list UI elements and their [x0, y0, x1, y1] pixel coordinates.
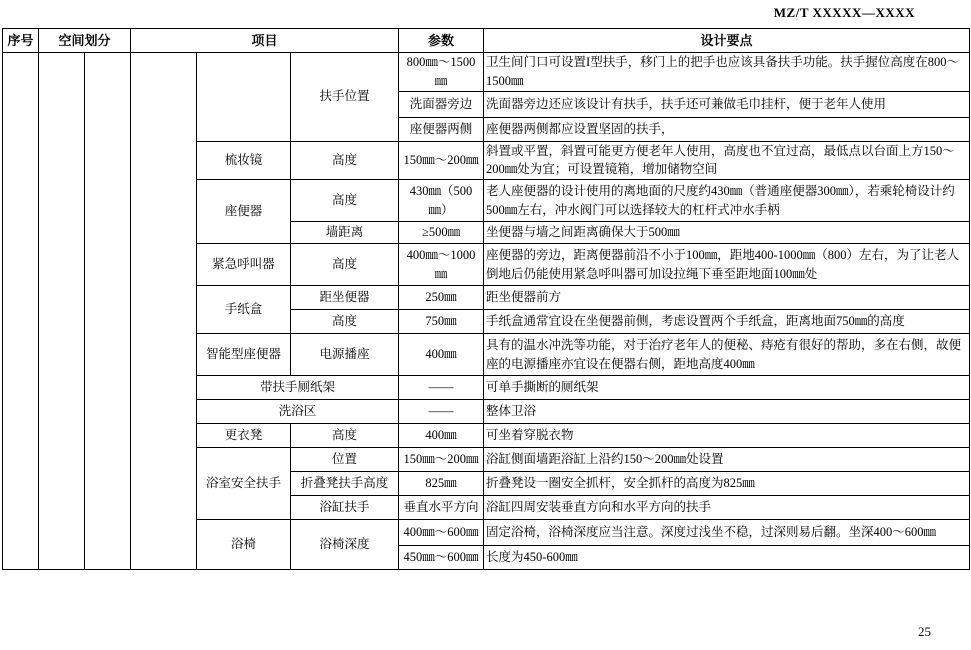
- table-header-row: [3, 29, 970, 53]
- cell-param: ——: [399, 376, 484, 400]
- cell-note: 斜置或平置，斜置可能更方便老年人使用，高度也不宜过高，最低点以台面上方150～200㎜处为宜；可设置镜箱，增加储物空间: [484, 141, 970, 180]
- cell-note: 整体卫浴: [484, 400, 970, 424]
- cell-note: 卫生间门口可设置I型扶手，移门上的把手也应该具备扶手功能。扶手握位高度在800～1500㎜: [484, 53, 970, 92]
- cell-sub-item: 位置: [291, 448, 399, 472]
- cell-param: 150㎜～200㎜: [399, 141, 484, 180]
- cell-param: 400㎜: [399, 334, 484, 376]
- cell-param: 座便器两侧: [399, 117, 484, 141]
- cell-seq-empty: [3, 53, 39, 570]
- cell-item: 手纸盒: [197, 286, 291, 334]
- cell-param: 430㎜（500㎜）: [399, 180, 484, 222]
- cell-note: 手纸盒通常宜设在坐便器前侧，考虑设置两个手纸盒，距离地面750㎜的高度: [484, 310, 970, 334]
- cell-param: 400㎜: [399, 424, 484, 448]
- cell-note: 浴缸四周安装垂直方向和水平方向的扶手: [484, 496, 970, 520]
- cell-sub-item: 电源播座: [291, 334, 399, 376]
- cell-sub-item: 扶手位置: [291, 53, 399, 142]
- header-param: 参数: [399, 29, 484, 53]
- header-design-notes: 设计要点: [484, 29, 970, 53]
- cell-note: 固定浴椅，浴椅深度应当注意。深度过浅坐不稳，过深则易后翻。坐深400～600㎜: [484, 520, 970, 546]
- cell-param: 垂直水平方向: [399, 496, 484, 520]
- cell-sub-item: 浴椅深度: [291, 520, 399, 570]
- cell-param: 825㎜: [399, 472, 484, 496]
- design-spec-table: [2, 28, 970, 570]
- cell-note: 洗面器旁边还应该设计有扶手，扶手还可兼做毛巾挂杆，便于老年人使用: [484, 91, 970, 117]
- cell-param: ——: [399, 400, 484, 424]
- cell-note: 座便器的旁边，距离便器前沿不小于100㎜，距地400-1000㎜（800）左右，为了让老人倒地后仍能使用紧急呼叫器可加设拉绳下垂至距地面100㎜处: [484, 244, 970, 286]
- page-number: 25: [918, 624, 931, 639]
- cell-item: 梳妆镜: [197, 141, 291, 180]
- cell-sub-item: 高度: [291, 310, 399, 334]
- cell-note: 长度为450-600㎜: [484, 546, 970, 570]
- cell-param: 洗面器旁边: [399, 91, 484, 117]
- cell-item: 座便器: [197, 180, 291, 244]
- cell-sub-item: 折叠凳扶手高度: [291, 472, 399, 496]
- cell-item: 浴室安全扶手: [197, 448, 291, 520]
- cell-item-empty: [197, 53, 291, 142]
- cell-param: 450㎜～600㎜: [399, 546, 484, 570]
- cell-item: 带扶手厕纸架: [197, 376, 399, 400]
- cell-note: 老人座便器的设计使用的离地面的尺度约430㎜（普通座便器300㎜），若乘轮椅设计约500㎜左右，冲水阀门可以选择较大的杠杆式冲水手柄: [484, 180, 970, 222]
- cell-item: 浴椅: [197, 520, 291, 570]
- header-item: 项目: [131, 29, 399, 53]
- cell-item: 洗浴区: [197, 400, 399, 424]
- cell-item: 智能型座便器: [197, 334, 291, 376]
- cell-note: 浴缸侧面墙距浴缸上沿约150～200㎜处设置: [484, 448, 970, 472]
- cell-note: 座便器两侧都应设置坚固的扶手，: [484, 117, 970, 141]
- cell-sub-item: 墙距离: [291, 222, 399, 244]
- cell-note: 可坐着穿脱衣物: [484, 424, 970, 448]
- cell-sub-item: 高度: [291, 244, 399, 286]
- cell-param: 400㎜～1000㎜: [399, 244, 484, 286]
- cell-param: 250㎜: [399, 286, 484, 310]
- cell-param: 400㎜～600㎜: [399, 520, 484, 546]
- cell-item-group-empty: [131, 53, 197, 570]
- header-space-division: 空间划分: [39, 29, 131, 53]
- cell-space-b-empty: [85, 53, 131, 570]
- cell-param: 750㎜: [399, 310, 484, 334]
- header-seq: 序号: [3, 29, 39, 53]
- cell-note: 可单手撕断的厕纸架: [484, 376, 970, 400]
- table-row: [3, 53, 970, 92]
- cell-sub-item: 高度: [291, 180, 399, 222]
- cell-sub-item: 高度: [291, 141, 399, 180]
- cell-space-a-empty: [39, 53, 85, 570]
- cell-param: 150㎜～200㎜: [399, 448, 484, 472]
- cell-note: 坐便器与墙之间距离确保大于500㎜: [484, 222, 970, 244]
- cell-sub-item: 距坐便器: [291, 286, 399, 310]
- cell-param: 800㎜～1500㎜: [399, 53, 484, 92]
- cell-item: 更衣凳: [197, 424, 291, 448]
- cell-item: 紧急呼叫器: [197, 244, 291, 286]
- cell-note: 距坐便器前方: [484, 286, 970, 310]
- cell-param: ≥500㎜: [399, 222, 484, 244]
- cell-sub-item: 浴缸扶手: [291, 496, 399, 520]
- document-code: MZ/T XXXXX—XXXX: [773, 5, 915, 20]
- cell-note: 折叠凳设一圈安全抓杆，安全抓杆的高度为825㎜: [484, 472, 970, 496]
- cell-note: 具有的温水冲洗等功能，对于治疗老年人的便秘、痔疮有很好的帮助，多在右侧，故便座的电源播座亦宜设在便器右侧，距地高度400㎜: [484, 334, 970, 376]
- cell-sub-item: 高度: [291, 424, 399, 448]
